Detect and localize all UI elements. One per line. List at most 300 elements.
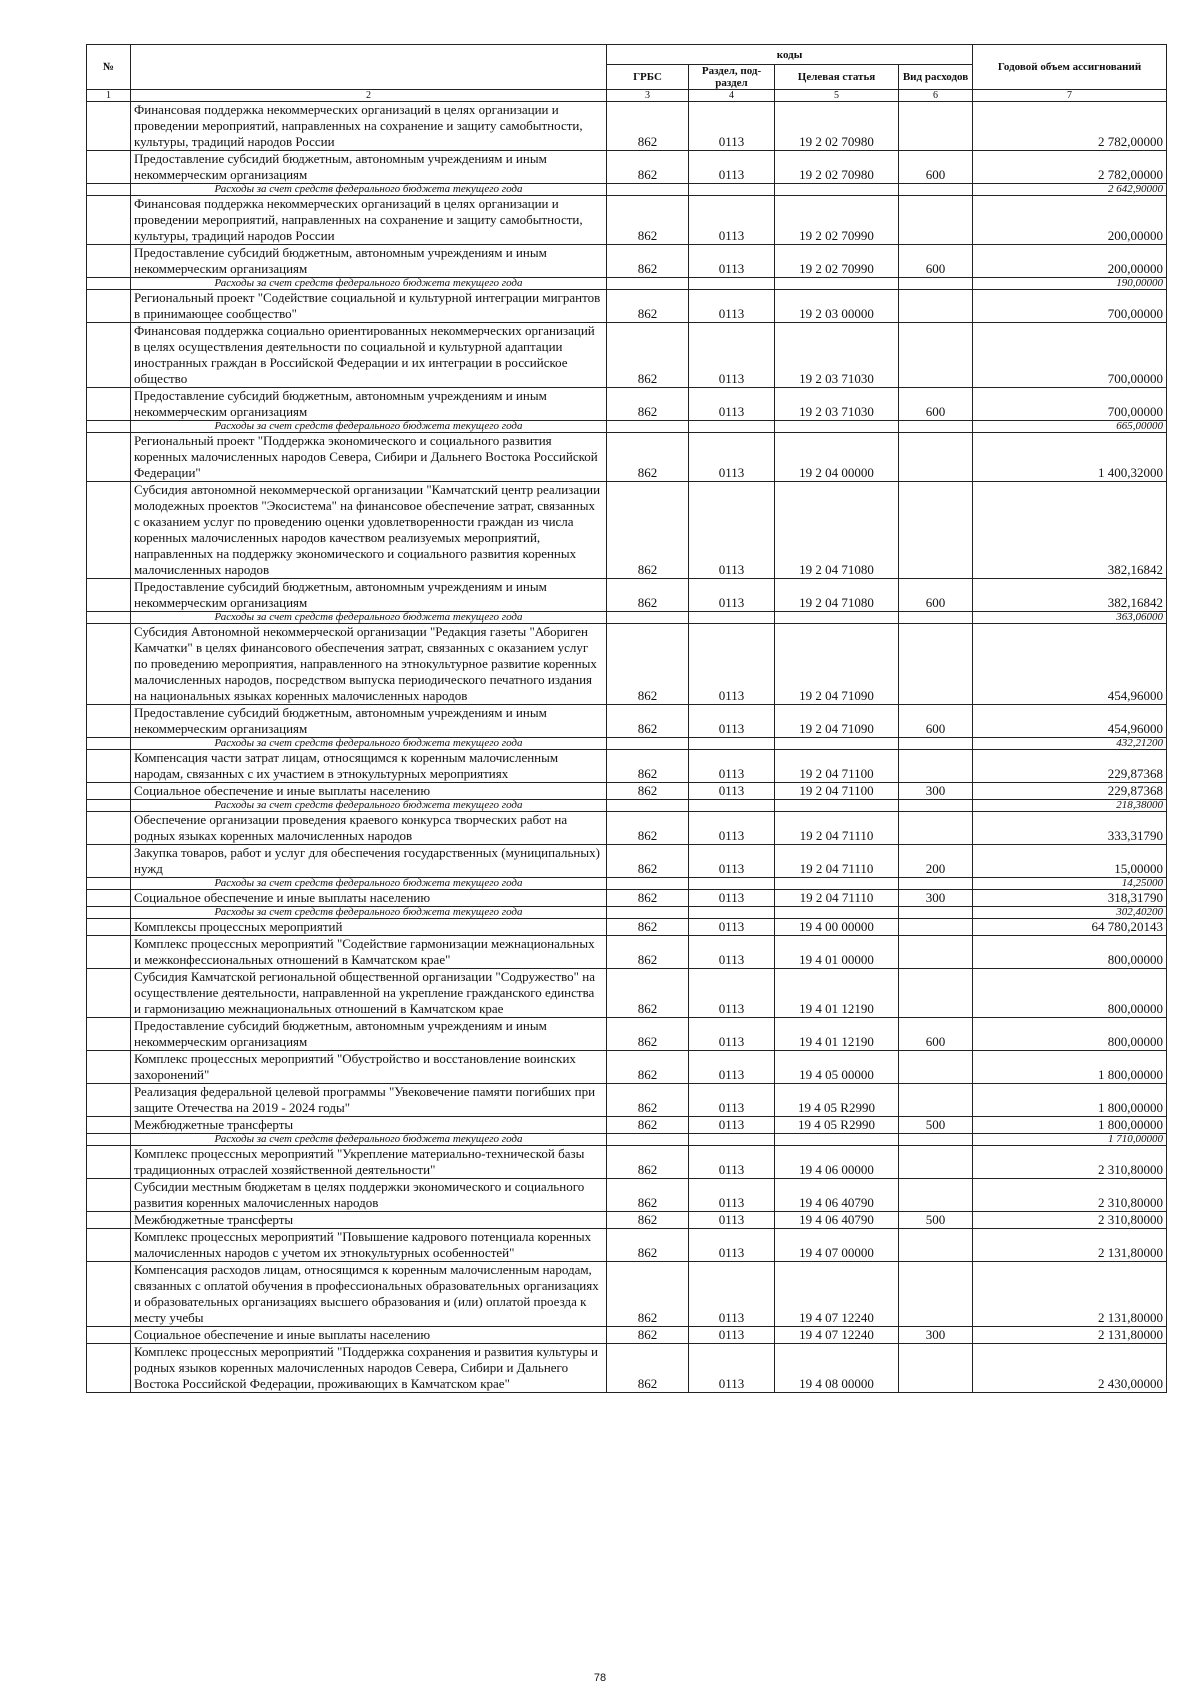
target-cell xyxy=(775,278,899,290)
row-name-cell: Комплексы процессных мероприятий xyxy=(131,919,607,936)
row-name-cell: Субсидия автономной некоммерческой организации "Камчатский центр реализации молодежных проектов "Экосистема" на финансовое обеспечение затрат, связанных с оказанием услуг по проведению оценки удовлетворенности граждан из числа коренных малочисленных народов качеством реализуемых мероприятий, направленных на поддержку экономического и социального развития коренных малочисленных народов xyxy=(131,482,607,579)
target-header: Целевая статья xyxy=(775,65,899,90)
grbs-cell: 862 xyxy=(607,624,689,705)
grbs-cell: 862 xyxy=(607,102,689,151)
row-name-cell: Региональный проект "Поддержка экономического и социального развития коренных малочисленных народов Севера, Сибири и Дальнего Востока Российской Федерации" xyxy=(131,433,607,482)
row-name-cell: Обеспечение организации проведения краевого конкурса творческих работ на родных языках коренных малочисленных народов xyxy=(131,812,607,845)
table-row xyxy=(87,196,1167,245)
expense-type-cell xyxy=(899,323,973,388)
section-cell xyxy=(689,421,775,433)
section-cell xyxy=(689,907,775,919)
table-row xyxy=(87,936,1167,969)
table-row xyxy=(87,750,1167,783)
grbs-cell: 862 xyxy=(607,1179,689,1212)
grbs-cell: 862 xyxy=(607,812,689,845)
table-row xyxy=(87,845,1167,878)
row-number-cell xyxy=(87,1051,131,1084)
section-cell: 0113 xyxy=(689,1018,775,1051)
amount-cell: 700,00000 xyxy=(973,290,1167,323)
table-row xyxy=(87,482,1167,579)
target-cell xyxy=(775,421,899,433)
section-cell: 0113 xyxy=(689,1327,775,1344)
grbs-cell: 862 xyxy=(607,845,689,878)
table-row xyxy=(87,705,1167,738)
table-row xyxy=(87,969,1167,1018)
expense-type-header: Вид расходов xyxy=(899,65,973,90)
section-cell: 0113 xyxy=(689,1344,775,1393)
col-number: 5 xyxy=(775,90,899,102)
target-cell: 19 2 02 70990 xyxy=(775,245,899,278)
expense-type-cell: 300 xyxy=(899,783,973,800)
row-name-cell: Социальное обеспечение и иные выплаты населению xyxy=(131,1327,607,1344)
section-cell xyxy=(689,278,775,290)
section-cell: 0113 xyxy=(689,750,775,783)
target-cell xyxy=(775,907,899,919)
row-number-cell xyxy=(87,1179,131,1212)
row-number-cell xyxy=(87,290,131,323)
target-cell xyxy=(775,738,899,750)
row-name-cell: Комплекс процессных мероприятий "Повышение кадрового потенциала коренных малочисленных народов с учетом их этнокультурных особенностей" xyxy=(131,1229,607,1262)
expense-type-cell xyxy=(899,969,973,1018)
amount-cell: 229,87368 xyxy=(973,783,1167,800)
row-number-cell xyxy=(87,624,131,705)
row-number-cell xyxy=(87,1262,131,1327)
section-header: Раздел, под-раздел xyxy=(689,65,775,90)
grbs-cell xyxy=(607,878,689,890)
federal-funds-subrow xyxy=(87,278,1167,290)
target-cell: 19 2 04 71090 xyxy=(775,705,899,738)
amount-cell: 229,87368 xyxy=(973,750,1167,783)
row-name-cell: Расходы за счет средств федерального бюджета текущего года xyxy=(131,800,607,812)
amount-cell: 200,00000 xyxy=(973,196,1167,245)
section-cell: 0113 xyxy=(689,290,775,323)
row-name-cell: Компенсация части затрат лицам, относящимся к коренным малочисленным народам, связанных с их участием в этнокультурных мероприятиях xyxy=(131,750,607,783)
row-name-cell: Комплекс процессных мероприятий "Укрепление материально-технической базы традиционных отраслей хозяйственной деятельности" xyxy=(131,1146,607,1179)
amount-cell: 333,31790 xyxy=(973,812,1167,845)
row-number-cell xyxy=(87,750,131,783)
section-cell: 0113 xyxy=(689,102,775,151)
table-body xyxy=(87,102,1167,1393)
grbs-cell: 862 xyxy=(607,579,689,612)
expense-type-cell xyxy=(899,907,973,919)
grbs-cell: 862 xyxy=(607,482,689,579)
amount-cell: 363,06000 xyxy=(973,612,1167,624)
expense-type-cell: 300 xyxy=(899,1327,973,1344)
table-row xyxy=(87,812,1167,845)
section-cell: 0113 xyxy=(689,196,775,245)
grbs-cell: 862 xyxy=(607,890,689,907)
row-number-cell xyxy=(87,800,131,812)
target-cell: 19 2 04 71110 xyxy=(775,845,899,878)
row-number-cell xyxy=(87,184,131,196)
row-name-cell: Расходы за счет средств федерального бюджета текущего года xyxy=(131,1134,607,1146)
row-number-cell xyxy=(87,1327,131,1344)
table-row xyxy=(87,1212,1167,1229)
section-cell: 0113 xyxy=(689,1212,775,1229)
col-number: 2 xyxy=(131,90,607,102)
table-row xyxy=(87,1051,1167,1084)
row-name-cell: Компенсация расходов лицам, относящимся к коренным малочисленным народам, связанных с оплатой обучения в профессиональных образовательных организациях и образовательных организациях высшего образования и (или) оплатой проезда к месту учебы xyxy=(131,1262,607,1327)
grbs-cell xyxy=(607,1134,689,1146)
grbs-cell xyxy=(607,800,689,812)
target-cell: 19 2 03 71030 xyxy=(775,388,899,421)
amount-cell: 432,21200 xyxy=(973,738,1167,750)
target-cell: 19 4 01 00000 xyxy=(775,936,899,969)
row-name-cell: Расходы за счет средств федерального бюджета текущего года xyxy=(131,612,607,624)
amount-cell: 800,00000 xyxy=(973,969,1167,1018)
section-cell: 0113 xyxy=(689,1117,775,1134)
target-cell xyxy=(775,878,899,890)
grbs-cell: 862 xyxy=(607,783,689,800)
row-name-cell: Предоставление субсидий бюджетным, автономным учреждениям и иным некоммерческим организациям xyxy=(131,579,607,612)
target-cell: 19 4 07 12240 xyxy=(775,1262,899,1327)
row-name-cell: Расходы за счет средств федерального бюджета текущего года xyxy=(131,184,607,196)
grbs-cell: 862 xyxy=(607,196,689,245)
amount-cell: 382,16842 xyxy=(973,579,1167,612)
col-number: 6 xyxy=(899,90,973,102)
amount-cell: 318,31790 xyxy=(973,890,1167,907)
table-row xyxy=(87,1179,1167,1212)
table-row xyxy=(87,245,1167,278)
expense-type-cell: 200 xyxy=(899,845,973,878)
row-number-cell xyxy=(87,936,131,969)
row-number-cell xyxy=(87,388,131,421)
expense-type-cell xyxy=(899,812,973,845)
budget-table-sheet xyxy=(86,44,1166,1393)
grbs-cell: 862 xyxy=(607,1018,689,1051)
amount-cell: 2 782,00000 xyxy=(973,102,1167,151)
grbs-cell: 862 xyxy=(607,323,689,388)
row-number-cell xyxy=(87,433,131,482)
expense-type-cell xyxy=(899,196,973,245)
row-number-cell xyxy=(87,1117,131,1134)
amount-cell: 190,00000 xyxy=(973,278,1167,290)
grbs-cell xyxy=(607,421,689,433)
expense-type-cell: 500 xyxy=(899,1117,973,1134)
row-number-cell xyxy=(87,705,131,738)
grbs-cell: 862 xyxy=(607,290,689,323)
federal-funds-subrow xyxy=(87,738,1167,750)
section-cell: 0113 xyxy=(689,783,775,800)
col-number: 4 xyxy=(689,90,775,102)
amount-cell: 14,25000 xyxy=(973,878,1167,890)
expense-type-cell xyxy=(899,738,973,750)
section-cell: 0113 xyxy=(689,1229,775,1262)
row-number-cell xyxy=(87,102,131,151)
section-cell: 0113 xyxy=(689,1084,775,1117)
section-cell: 0113 xyxy=(689,919,775,936)
expense-type-cell xyxy=(899,1229,973,1262)
table-row xyxy=(87,323,1167,388)
federal-funds-subrow xyxy=(87,421,1167,433)
federal-funds-subrow xyxy=(87,907,1167,919)
section-cell: 0113 xyxy=(689,890,775,907)
col-number: 3 xyxy=(607,90,689,102)
row-number-cell xyxy=(87,1134,131,1146)
table-row xyxy=(87,388,1167,421)
target-cell: 19 2 03 71030 xyxy=(775,323,899,388)
target-cell: 19 2 04 00000 xyxy=(775,433,899,482)
page-number: 78 xyxy=(593,1672,607,1684)
expense-type-cell xyxy=(899,1051,973,1084)
section-cell: 0113 xyxy=(689,936,775,969)
grbs-cell xyxy=(607,278,689,290)
expense-type-cell xyxy=(899,482,973,579)
codes-header: коды xyxy=(607,45,973,65)
section-cell: 0113 xyxy=(689,388,775,421)
table-row xyxy=(87,1117,1167,1134)
target-cell: 19 4 00 00000 xyxy=(775,919,899,936)
grbs-cell: 862 xyxy=(607,1327,689,1344)
table-row xyxy=(87,151,1167,184)
expense-type-cell xyxy=(899,421,973,433)
table-row xyxy=(87,102,1167,151)
target-cell: 19 4 05 R2990 xyxy=(775,1084,899,1117)
section-cell: 0113 xyxy=(689,624,775,705)
expense-type-cell: 500 xyxy=(899,1212,973,1229)
amount-cell: 2 310,80000 xyxy=(973,1212,1167,1229)
col-num-header: № xyxy=(87,45,131,90)
row-name-cell: Предоставление субсидий бюджетным, автономным учреждениям и иным некоммерческим организациям xyxy=(131,1018,607,1051)
target-cell: 19 2 04 71110 xyxy=(775,890,899,907)
expense-type-cell: 600 xyxy=(899,705,973,738)
amount-cell: 218,38000 xyxy=(973,800,1167,812)
federal-funds-subrow xyxy=(87,878,1167,890)
target-cell xyxy=(775,800,899,812)
amount-cell: 64 780,20143 xyxy=(973,919,1167,936)
target-cell: 19 4 07 12240 xyxy=(775,1327,899,1344)
table-row xyxy=(87,1084,1167,1117)
amount-cell: 15,00000 xyxy=(973,845,1167,878)
target-cell: 19 2 04 71080 xyxy=(775,579,899,612)
target-cell: 19 2 04 71090 xyxy=(775,624,899,705)
row-name-cell: Субсидии местным бюджетам в целях поддержки экономического и социального развития коренных малочисленных народов xyxy=(131,1179,607,1212)
table-row xyxy=(87,919,1167,936)
section-cell: 0113 xyxy=(689,1262,775,1327)
amount-cell: 665,00000 xyxy=(973,421,1167,433)
row-name-cell: Межбюджетные трансферты xyxy=(131,1117,607,1134)
row-name-cell: Социальное обеспечение и иные выплаты населению xyxy=(131,783,607,800)
amount-cell: 382,16842 xyxy=(973,482,1167,579)
row-name-cell: Субсидия Автономной некоммерческой организации "Редакция газеты "Абориген Камчатки" в целях финансового обеспечения затрат, связанных с оказанием услуг по проведению мероприятия, направленного на этнокультурное развитие коренных малочисленных народов, посредством выпуска периодического печатного издания на национальных языках коренных малочисленных народов xyxy=(131,624,607,705)
row-name-cell: Комплекс процессных мероприятий "Поддержка сохранения и развития культуры и родных языков коренных малочисленных народов Севера, Сибири и Дальнего Востока Российской Федерации, проживающих в Камчатском крае" xyxy=(131,1344,607,1393)
row-number-cell xyxy=(87,907,131,919)
amount-cell: 800,00000 xyxy=(973,936,1167,969)
amount-cell: 2 310,80000 xyxy=(973,1179,1167,1212)
expense-type-cell xyxy=(899,433,973,482)
col-name-header xyxy=(131,45,607,90)
expense-type-cell xyxy=(899,1179,973,1212)
col-number: 1 xyxy=(87,90,131,102)
row-name-cell: Финансовая поддержка социально ориентированных некоммерческих организаций в целях осуществления деятельности по социальной и культурной адаптации иностранных граждан в Российской Федерации и их интеграции в российское общество xyxy=(131,323,607,388)
row-number-cell xyxy=(87,1146,131,1179)
volume-header: Годовой объем ассигнований xyxy=(973,45,1167,90)
grbs-cell: 862 xyxy=(607,1117,689,1134)
amount-cell: 700,00000 xyxy=(973,323,1167,388)
grbs-cell xyxy=(607,907,689,919)
target-cell: 19 4 05 00000 xyxy=(775,1051,899,1084)
grbs-cell: 862 xyxy=(607,151,689,184)
expense-type-cell xyxy=(899,936,973,969)
row-number-cell xyxy=(87,421,131,433)
row-number-cell xyxy=(87,1018,131,1051)
federal-funds-subrow xyxy=(87,1134,1167,1146)
expense-type-cell xyxy=(899,278,973,290)
section-cell xyxy=(689,878,775,890)
target-cell: 19 4 01 12190 xyxy=(775,1018,899,1051)
section-cell xyxy=(689,738,775,750)
grbs-cell xyxy=(607,738,689,750)
expense-type-cell xyxy=(899,1344,973,1393)
section-cell: 0113 xyxy=(689,705,775,738)
expense-type-cell: 600 xyxy=(899,151,973,184)
grbs-cell xyxy=(607,612,689,624)
grbs-cell: 862 xyxy=(607,388,689,421)
table-row xyxy=(87,890,1167,907)
grbs-cell: 862 xyxy=(607,1212,689,1229)
row-number-cell xyxy=(87,1084,131,1117)
row-number-cell xyxy=(87,482,131,579)
row-name-cell: Региональный проект "Содействие социальной и культурной интеграции мигрантов в принимающее сообщество" xyxy=(131,290,607,323)
expense-type-cell: 600 xyxy=(899,388,973,421)
expense-type-cell xyxy=(899,1084,973,1117)
table-row xyxy=(87,1229,1167,1262)
target-cell: 19 2 03 00000 xyxy=(775,290,899,323)
federal-funds-subrow xyxy=(87,800,1167,812)
row-name-cell: Расходы за счет средств федерального бюджета текущего года xyxy=(131,278,607,290)
target-cell: 19 4 05 R2990 xyxy=(775,1117,899,1134)
row-name-cell: Комплекс процессных мероприятий "Содействие гармонизации межнациональных и межконфессиональных отношений в Камчатском крае" xyxy=(131,936,607,969)
grbs-cell: 862 xyxy=(607,705,689,738)
table-row xyxy=(87,433,1167,482)
section-cell: 0113 xyxy=(689,323,775,388)
row-name-cell: Предоставление субсидий бюджетным, автономным учреждениям и иным некоммерческим организациям xyxy=(131,388,607,421)
section-cell xyxy=(689,184,775,196)
grbs-cell: 862 xyxy=(607,1146,689,1179)
amount-cell: 454,96000 xyxy=(973,624,1167,705)
row-number-cell xyxy=(87,278,131,290)
expense-type-cell: 600 xyxy=(899,579,973,612)
amount-cell: 2 131,80000 xyxy=(973,1262,1167,1327)
row-name-cell: Расходы за счет средств федерального бюджета текущего года xyxy=(131,738,607,750)
grbs-cell: 862 xyxy=(607,433,689,482)
row-number-cell xyxy=(87,878,131,890)
target-cell: 19 2 02 70990 xyxy=(775,196,899,245)
row-name-cell: Комплекс процессных мероприятий "Обустройство и восстановление воинских захоронений" xyxy=(131,1051,607,1084)
row-number-cell xyxy=(87,738,131,750)
row-number-cell xyxy=(87,1344,131,1393)
expense-type-cell xyxy=(899,624,973,705)
federal-funds-subrow xyxy=(87,184,1167,196)
expense-type-cell xyxy=(899,102,973,151)
section-cell: 0113 xyxy=(689,151,775,184)
expense-type-cell xyxy=(899,290,973,323)
target-cell xyxy=(775,184,899,196)
amount-cell: 800,00000 xyxy=(973,1018,1167,1051)
amount-cell: 2 430,00000 xyxy=(973,1344,1167,1393)
row-number-cell xyxy=(87,919,131,936)
row-number-cell xyxy=(87,612,131,624)
amount-cell: 2 131,80000 xyxy=(973,1229,1167,1262)
row-number-cell xyxy=(87,579,131,612)
amount-cell: 454,96000 xyxy=(973,705,1167,738)
expense-type-cell: 300 xyxy=(899,890,973,907)
grbs-cell: 862 xyxy=(607,1084,689,1117)
row-name-cell: Расходы за счет средств федерального бюджета текущего года xyxy=(131,907,607,919)
budget-table xyxy=(86,44,1167,1393)
row-number-cell xyxy=(87,812,131,845)
expense-type-cell xyxy=(899,612,973,624)
row-name-cell: Предоставление субсидий бюджетным, автономным учреждениям и иным некоммерческим организациям xyxy=(131,151,607,184)
target-cell: 19 2 02 70980 xyxy=(775,151,899,184)
expense-type-cell xyxy=(899,750,973,783)
target-cell: 19 2 02 70980 xyxy=(775,102,899,151)
row-name-cell: Финансовая поддержка некоммерческих организаций в целях организации и проведении мероприятий, направленных на сохранение и защиту самобытности, культуры, традиций народов России xyxy=(131,102,607,151)
amount-cell: 1 710,00000 xyxy=(973,1134,1167,1146)
section-cell: 0113 xyxy=(689,482,775,579)
expense-type-cell xyxy=(899,184,973,196)
target-cell: 19 4 07 00000 xyxy=(775,1229,899,1262)
expense-type-cell: 600 xyxy=(899,245,973,278)
expense-type-cell: 600 xyxy=(899,1018,973,1051)
row-number-cell xyxy=(87,969,131,1018)
expense-type-cell xyxy=(899,1134,973,1146)
row-number-cell xyxy=(87,1229,131,1262)
grbs-cell: 862 xyxy=(607,1262,689,1327)
expense-type-cell xyxy=(899,1262,973,1327)
grbs-cell: 862 xyxy=(607,750,689,783)
grbs-cell: 862 xyxy=(607,245,689,278)
expense-type-cell xyxy=(899,1146,973,1179)
amount-cell: 2 310,80000 xyxy=(973,1146,1167,1179)
amount-cell: 1 800,00000 xyxy=(973,1084,1167,1117)
section-cell: 0113 xyxy=(689,245,775,278)
target-cell: 19 4 06 40790 xyxy=(775,1179,899,1212)
table-row xyxy=(87,1344,1167,1393)
section-cell xyxy=(689,612,775,624)
section-cell: 0113 xyxy=(689,812,775,845)
row-number-cell xyxy=(87,890,131,907)
expense-type-cell xyxy=(899,919,973,936)
section-cell: 0113 xyxy=(689,969,775,1018)
row-number-cell xyxy=(87,1212,131,1229)
section-cell: 0113 xyxy=(689,1146,775,1179)
amount-cell: 2 131,80000 xyxy=(973,1327,1167,1344)
amount-cell: 302,40200 xyxy=(973,907,1167,919)
row-name-cell: Расходы за счет средств федерального бюджета текущего года xyxy=(131,878,607,890)
table-row xyxy=(87,290,1167,323)
amount-cell: 2 642,90000 xyxy=(973,184,1167,196)
target-cell: 19 2 04 71100 xyxy=(775,783,899,800)
row-number-cell xyxy=(87,245,131,278)
table-row xyxy=(87,1146,1167,1179)
row-number-cell xyxy=(87,323,131,388)
amount-cell: 1 800,00000 xyxy=(973,1117,1167,1134)
table-row xyxy=(87,1327,1167,1344)
section-cell xyxy=(689,800,775,812)
row-number-cell xyxy=(87,845,131,878)
row-number-cell xyxy=(87,783,131,800)
section-cell: 0113 xyxy=(689,433,775,482)
target-cell: 19 2 04 71080 xyxy=(775,482,899,579)
row-name-cell: Закупка товаров, работ и услуг для обеспечения государственных (муниципальных) нужд xyxy=(131,845,607,878)
table-row xyxy=(87,624,1167,705)
grbs-cell: 862 xyxy=(607,969,689,1018)
amount-cell: 2 782,00000 xyxy=(973,151,1167,184)
target-cell xyxy=(775,612,899,624)
section-cell xyxy=(689,1134,775,1146)
row-name-cell: Реализация федеральной целевой программы "Увековечение памяти погибших при защите Отечества на 2019 - 2024 годы" xyxy=(131,1084,607,1117)
